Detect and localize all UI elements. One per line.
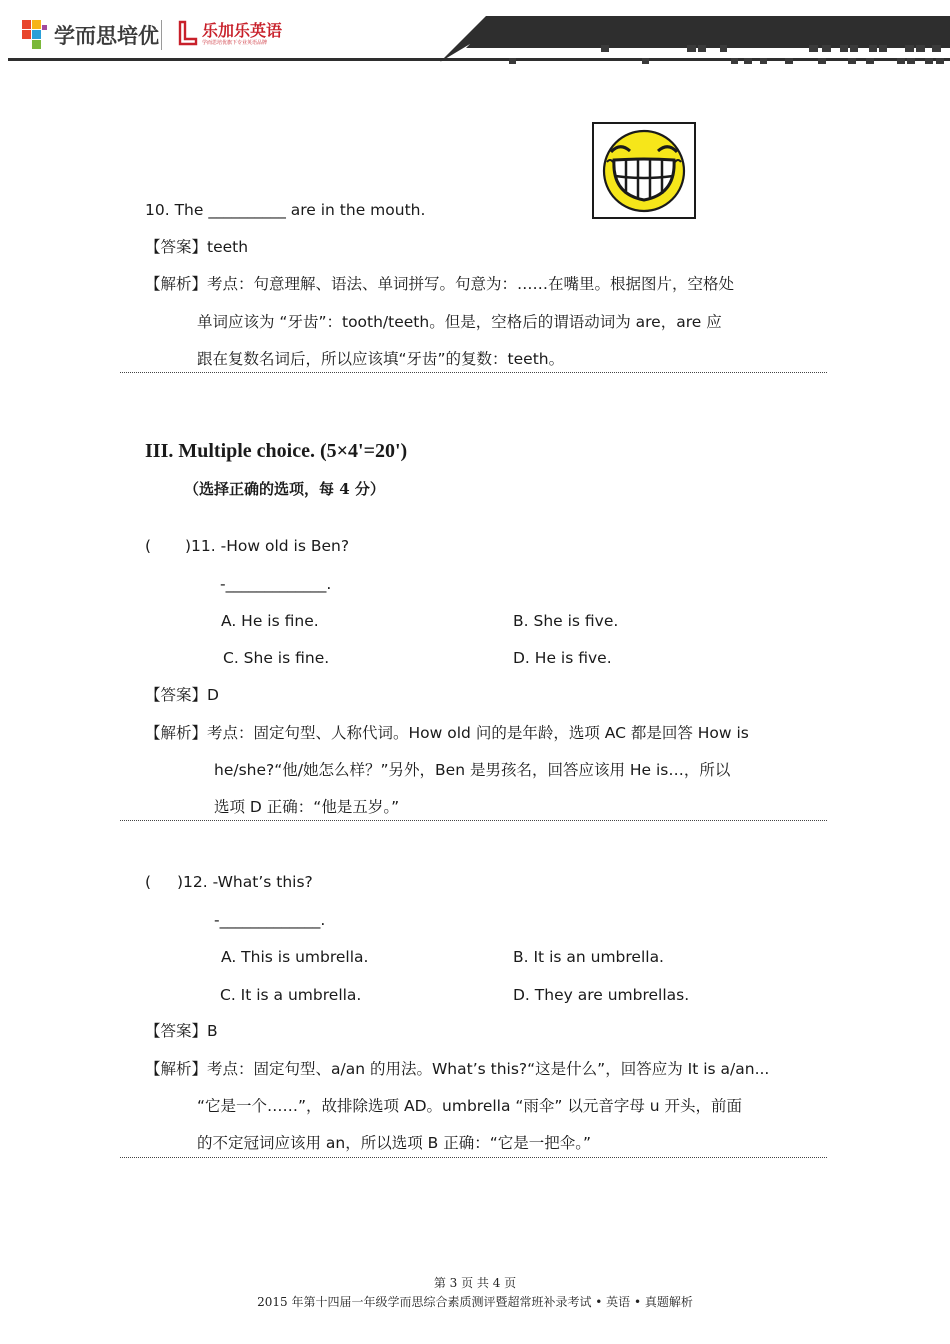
- q11-analysis-text-1: 考点：固定句型、人称代词。How old 问的是年龄，选项 AC 都是回答 How is: [207, 724, 749, 742]
- answer-label: 【答案】: [145, 1022, 208, 1040]
- q11-answer: D: [207, 686, 219, 704]
- teeth-picture-frame: [592, 122, 696, 219]
- q11-bracket: (: [145, 537, 152, 555]
- q12-option-c: C. It is a umbrella.: [220, 986, 362, 1004]
- q10-analysis-line-2: 单词应该为 “牙齿”：tooth/teeth。但是，空格后的谓语动词为 are，are 应: [197, 313, 722, 331]
- q12-option-d: D. They are umbrellas.: [513, 986, 690, 1004]
- logo-mark-icon: [22, 20, 48, 50]
- lejiale-l-icon: [178, 20, 198, 46]
- q10-answer: teeth: [207, 238, 249, 256]
- q12-stem: )12. -What’s this?: [177, 873, 313, 891]
- q11-blank: -_____________.: [220, 575, 332, 593]
- q12-analysis-line-1: [145, 1059, 769, 1079]
- q10-stem: 10. The __________ are in the mouth.: [145, 201, 426, 219]
- q12-option-a: A. This is umbrella.: [221, 948, 369, 966]
- q11-option-b: B. She is five.: [513, 612, 619, 630]
- q12-analysis-line-3: 的不定冠词应该用 an，所以选项 B 正确：“它是一把伞。”: [197, 1134, 592, 1152]
- logo-primary-text: 学而思培优: [54, 24, 159, 48]
- q12-answer-line: [145, 1021, 218, 1041]
- xueersi-logo: [22, 18, 159, 52]
- q12-analysis-text-1: 考点：固定句型、a/an 的用法。What’s this?“这是什么”，回答应为 It is a/an...: [207, 1060, 770, 1078]
- q12-answer: B: [207, 1022, 218, 1040]
- logo-secondary-text: 乐加乐英语: [202, 21, 283, 40]
- analysis-label: 【解析】: [145, 724, 208, 742]
- q10-analysis-text-1: 考点：句意理解、语法、单词拼写。句意为：……在嘴里。根据图片，空格处: [207, 275, 735, 293]
- q10-analysis-line-1: [145, 274, 734, 294]
- q11-analysis-line-3: 选项 D 正确：“他是五岁。”: [214, 798, 400, 816]
- answer-label: 【答案】: [145, 238, 208, 256]
- section-title: III. Multiple choice. (5×4'=20'): [145, 440, 408, 462]
- q11-option-a: A. He is fine.: [221, 612, 319, 630]
- q11-answer-line: [145, 685, 219, 705]
- q12-option-b: B. It is an umbrella.: [513, 948, 664, 966]
- grinning-face-icon: [594, 124, 694, 217]
- analysis-label: 【解析】: [145, 1060, 208, 1078]
- q11-stem: )11. -How old is Ben?: [185, 537, 350, 555]
- answer-label: 【答案】: [145, 686, 208, 704]
- q11-option-c: C. She is fine.: [223, 649, 330, 667]
- exam-title-footer: 2015 年第十四届一年级学而思综合素质测评暨超常班补录考试 • 英语 • 真题解析: [257, 1295, 693, 1309]
- q11-analysis-line-2: he/she?“他/她怎么样？”另外，Ben 是男孩名，回答应该用 He is…，所以: [214, 761, 731, 779]
- analysis-label: 【解析】: [145, 275, 208, 293]
- q11-option-d: D. He is five.: [513, 649, 612, 667]
- q12-analysis-line-2: “它是一个……”，故排除选项 AD。umbrella “雨伞” 以元音字母 u 开头，前面: [197, 1097, 743, 1115]
- header-band-decoration: [440, 14, 950, 62]
- dotted-divider: [120, 372, 827, 373]
- q12-blank: -_____________.: [214, 911, 326, 929]
- q12-bracket: (: [145, 873, 152, 891]
- q10-analysis-line-3: 跟在复数名词后，所以应该填“牙齿”的复数：teeth。: [197, 350, 565, 368]
- section-subtitle: （选择正确的选项，每 4 分）: [184, 480, 385, 498]
- logo-secondary-tagline: 学而思培优旗下专业英语品牌: [202, 40, 268, 46]
- q11-analysis-line-1: [145, 723, 749, 743]
- page-number: 第 3 页 共 4 页: [433, 1276, 517, 1290]
- q10-answer-line: [145, 237, 248, 257]
- logo-divider: [161, 20, 162, 50]
- dotted-divider: [120, 1157, 827, 1158]
- dotted-divider: [120, 820, 827, 821]
